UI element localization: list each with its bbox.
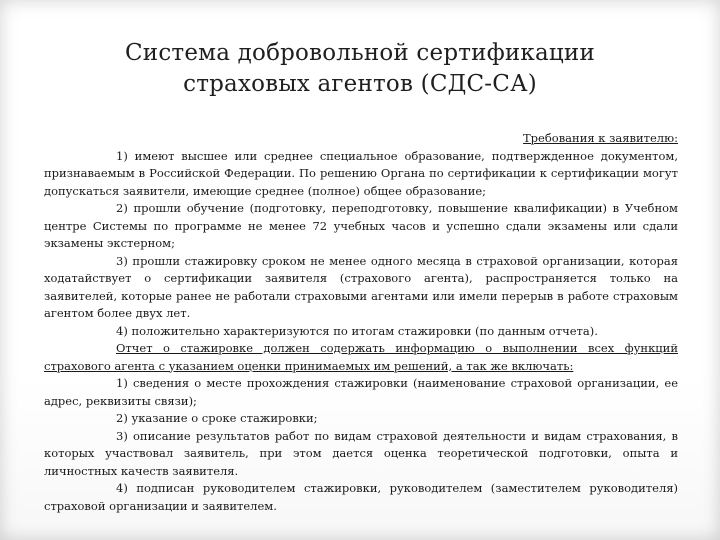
report-heading: Отчет о стажировке должен содержать информацию о выполнении всех функций страхового агента с указанием оценки принимаемых им решений, а так же включать: [44,341,678,373]
report-item-4: 4) подписан руководителем стажировки, руководителем (заместителем руководителя) страховой организации и заявителем. [44,481,678,513]
report-item-1: 1) сведения о месте прохождения стажировки (наименование страховой организации, ее адрес, реквизиты связи); [44,376,678,408]
requirement-item-3: 3) прошли стажировку сроком не менее одного месяца в страховой организации, которая ходатайствует о сертификации заявителя (страхового агента), распространяется только на заявителей, которые ранее не работали страховыми агентами или имели перерыв в работе страховым агентом более двух лет. [44,253,678,320]
slide-title [60,38,660,100]
report-item-2: 2) указание о сроке стажировки; [116,411,318,425]
slide-body [44,130,678,515]
requirement-item-1: 1) имеют высшее или среднее специальное образование, подтвержденное документом, признаваемым в Российской Федерации. По решению Органа по сертификации к сертификации могут допускаться заявители, имеющие среднее (полное) общее образование; [44,148,678,198]
title-line-1: Система добровольной сертификации [125,40,595,66]
requirement-item-4: 4) положительно характеризуются по итогам стажировки (по данным отчета). [116,323,598,338]
title-line-2: страховых агентов (СДС-СА) [183,71,537,97]
requirements-heading: Требования к заявителю: [523,131,678,145]
requirement-item-2: 2) прошли обучение (подготовку, переподготовку, повышение квалификации) в Учебном центре Системы по программе не менее 72 учебных часов и успешно сдали экзамены или сдали экзамены экстерном; [44,201,678,250]
report-item-3: 3) описание результатов работ по видам страховой деятельности и видам страхования, в которых участвовал заявитель, при этом дается оценка теоретической подготовки, опыта и личностных качеств заявителя. [44,428,678,478]
